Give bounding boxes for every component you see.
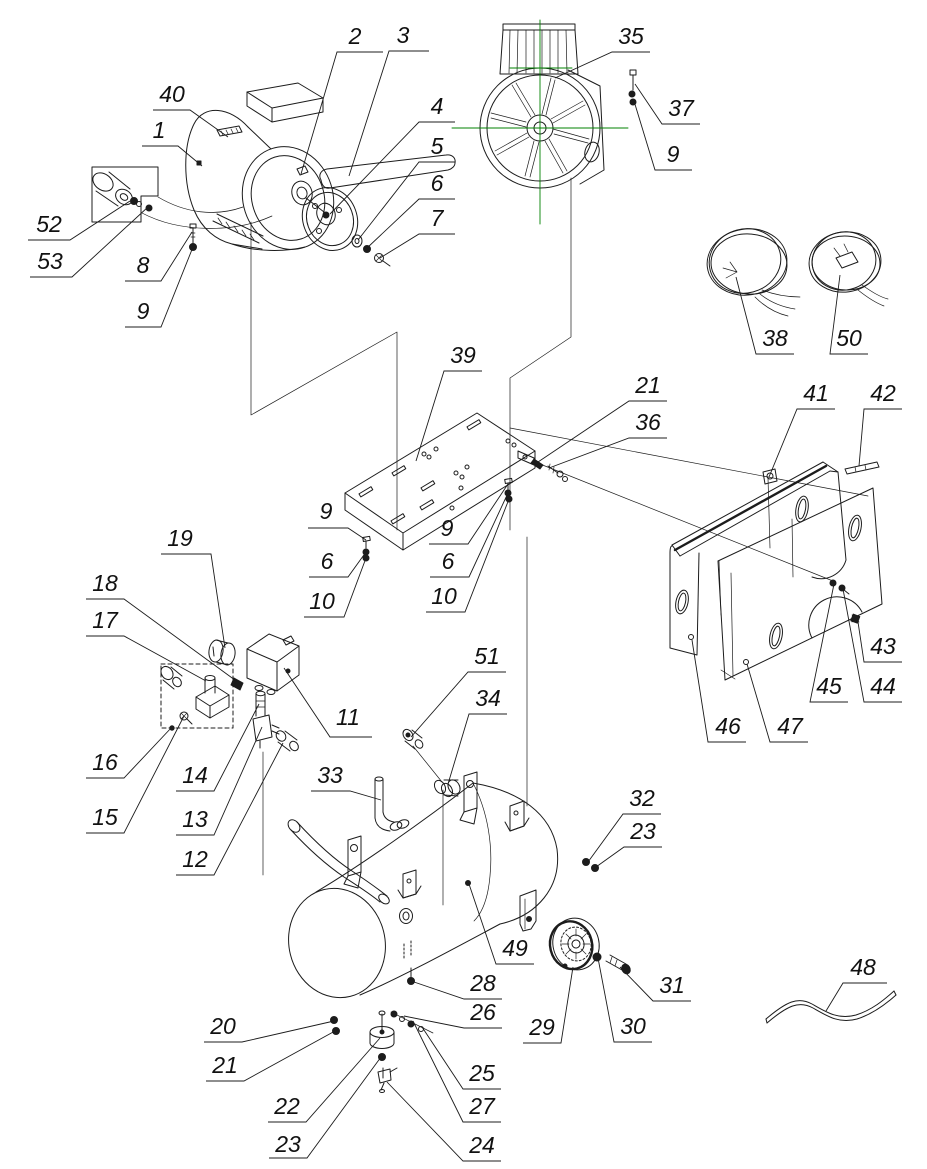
- callout-label-38-15: 38: [762, 325, 788, 352]
- wheel-assembly: [544, 859, 631, 976]
- check-valve-34: [432, 778, 462, 799]
- callout-label-51-37: 51: [474, 643, 500, 670]
- callout-leader-48-60: [826, 983, 887, 1011]
- callout-label-23-53: 23: [275, 1131, 301, 1158]
- callout-label-3-1: 3: [396, 22, 410, 49]
- callout-leader-7-7: [380, 234, 455, 258]
- callout-label-48-60: 48: [850, 954, 876, 981]
- axle-bolt-31: [606, 955, 632, 975]
- callout-label-37-13: 37: [668, 95, 694, 122]
- callout-label-1-3: 1: [152, 117, 166, 144]
- callout-leader-1-3: [142, 146, 202, 166]
- callout-label-39-17: 39: [450, 342, 476, 369]
- callout-leader-42-21: [859, 409, 902, 466]
- callout-label-4-4: 4: [430, 93, 444, 120]
- callout-label-16-31: 16: [92, 749, 118, 776]
- cable-coil-38: [702, 221, 800, 316]
- plate-screws-right: [531, 459, 568, 482]
- callout-label-9-25: 9: [440, 515, 454, 542]
- callout-label-43-40: 43: [870, 633, 896, 660]
- cable-coil-50: [805, 225, 888, 306]
- artwork-layer: [89, 20, 896, 1093]
- callout-label-6-26: 6: [441, 548, 455, 575]
- callout-label-6-6: 6: [430, 170, 444, 197]
- pump-flywheel: [452, 20, 628, 224]
- callout-label-42-21: 42: [870, 380, 896, 407]
- callout-label-11-36: 11: [336, 704, 360, 731]
- callout-leader-9-11: [125, 247, 193, 327]
- callout-label-14-33: 14: [182, 762, 208, 789]
- callout-label-36-19: 36: [635, 409, 661, 436]
- callout-label-19-28: 19: [167, 525, 193, 552]
- callout-label-21-51: 21: [212, 1052, 238, 1079]
- callout-label-33-39: 33: [317, 762, 343, 789]
- callout-label-7-7: 7: [430, 205, 444, 232]
- valve-fitting: [158, 664, 183, 689]
- callout-label-12-35: 12: [182, 846, 208, 873]
- callout-label-21-18: 21: [635, 372, 661, 399]
- callout-label-44-41: 44: [870, 673, 896, 700]
- callout-label-24-58: 24: [469, 1132, 495, 1159]
- valve-stem: [563, 964, 567, 968]
- callout-label-47-44: 47: [777, 713, 803, 740]
- flexible-pipe-48: [766, 991, 896, 1023]
- tank-port: [400, 909, 413, 924]
- pressure-switch-assembly: [158, 634, 300, 752]
- tank-callout-dot: [466, 881, 471, 886]
- callout-label-35-12: 35: [618, 23, 644, 50]
- callout-label-34-38: 34: [475, 685, 501, 712]
- callout-label-6-23: 6: [320, 548, 334, 575]
- elbow-pipe-33: [375, 777, 410, 832]
- callout-label-31-49: 31: [659, 972, 685, 999]
- callout-label-5-5: 5: [430, 133, 444, 160]
- callout-label-8-10: 8: [136, 252, 150, 279]
- pump-bolt: [629, 70, 636, 105]
- pipe-14: [256, 691, 265, 716]
- plate-slots: [359, 420, 481, 524]
- callout-label-23-46: 23: [630, 818, 656, 845]
- callout-leader-6-23: [309, 552, 366, 577]
- callout-leader-2-0: [301, 52, 383, 174]
- callout-label-13-34: 13: [182, 806, 208, 833]
- callout-label-45-42: 45: [816, 673, 842, 700]
- callout-label-2-0: 2: [348, 23, 362, 50]
- callout-label-50-16: 50: [836, 325, 862, 352]
- callout-label-28-54: 28: [470, 970, 496, 997]
- plug: [836, 252, 858, 268]
- rubber-foot-22: [370, 1011, 394, 1049]
- callout-label-29-47: 29: [529, 1014, 555, 1041]
- callout-label-17-30: 17: [92, 607, 118, 634]
- axle-nut-30: [593, 953, 601, 961]
- callout-label-9-14: 9: [666, 141, 680, 168]
- callout-label-9-11: 9: [136, 298, 150, 325]
- unloader-valve: [196, 676, 229, 719]
- fitting-12: [274, 729, 300, 752]
- base-plate: [345, 413, 568, 561]
- callout-leader-9-22: [308, 528, 366, 540]
- callout-leader-23-46: [596, 847, 662, 867]
- callout-label-52-8: 52: [36, 211, 62, 238]
- guard-rod-42: [845, 462, 879, 474]
- callout-label-53-9: 53: [37, 248, 63, 275]
- callout-label-9-22: 9: [319, 498, 333, 525]
- callout-label-49-59: 49: [502, 935, 528, 962]
- callout-label-26-55: 26: [470, 999, 496, 1026]
- drain-bolt-28: [408, 968, 415, 985]
- tank-handle: [286, 817, 391, 905]
- callout-label-15-32: 15: [92, 804, 118, 831]
- callout-leader-3-1: [349, 51, 429, 176]
- plate-holes: [422, 439, 516, 510]
- callouts-layer: [28, 22, 902, 1161]
- callout-label-30-48: 30: [620, 1013, 646, 1040]
- fitting-51: [401, 728, 425, 750]
- callout-label-20-50: 20: [210, 1013, 236, 1040]
- plate-bolt-left: [363, 536, 371, 561]
- fastener-row-25-26-27: [391, 1011, 433, 1033]
- callout-label-41-20: 41: [803, 380, 829, 407]
- callout-leader-33-39: [311, 791, 381, 800]
- callout-label-40-2: 40: [159, 81, 185, 108]
- callout-label-10-27: 10: [431, 583, 457, 610]
- electric-motor: [186, 83, 347, 261]
- callout-label-25-56: 25: [469, 1060, 495, 1087]
- callout-label-32-45: 32: [629, 785, 655, 812]
- guard-cover-46: [670, 462, 846, 655]
- callout-leader-17-30: [86, 636, 206, 681]
- air-tank: [277, 772, 557, 1093]
- belt-guard: [670, 462, 882, 680]
- nuts-20-21: [331, 1017, 340, 1035]
- callout-label-10-24: 10: [309, 588, 335, 615]
- fitting-18: [231, 678, 243, 690]
- callout-label-46-43: 46: [715, 713, 741, 740]
- tee-13: [253, 715, 279, 748]
- assembly-alignment-lines: [251, 178, 868, 905]
- guard-back-panel-47: [718, 488, 882, 680]
- small-screw-15: [180, 712, 192, 724]
- drain-thread-marks: [404, 941, 411, 958]
- callout-label-27-57: 27: [469, 1093, 495, 1120]
- wheel-bracket: [520, 890, 536, 931]
- switch-knob: [208, 639, 237, 666]
- callout-leader-19-28: [161, 554, 225, 648]
- callout-label-18-29: 18: [92, 570, 118, 597]
- callout-label-22-52: 22: [274, 1093, 300, 1120]
